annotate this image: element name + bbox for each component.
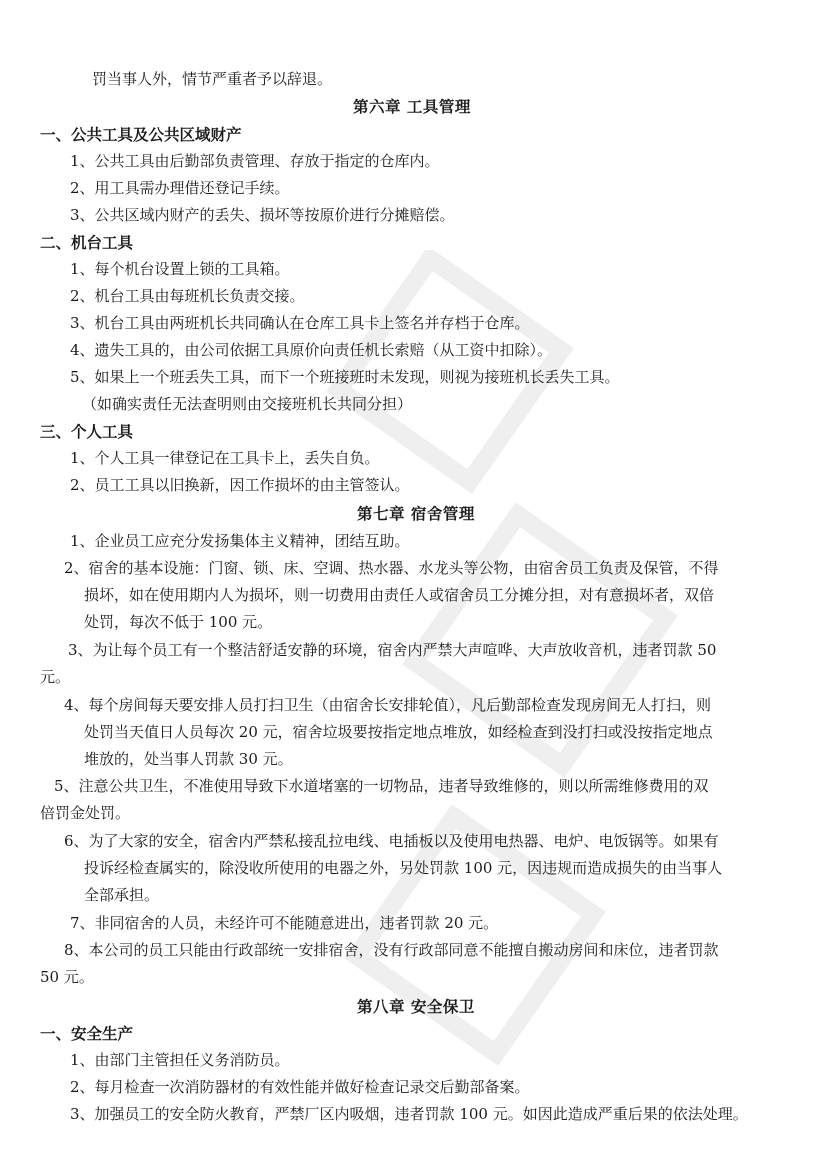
text-line: 5、如果上一个班丢失工具，而下一个班接班时未发现，则视为接班机长丢失工具。 [70,368,620,386]
text-line: 倍罚金处罚。 [40,804,131,822]
text-line: （如确实责任无法查明则由交接班机长共同分担） [82,395,413,413]
text-line: 1、个人工具一律登记在工具卡上，丢失自负。 [70,449,380,467]
text-line: 2、员工工具以旧换新，因工作损坏的由主管签认。 [70,476,410,494]
text-line: 5、注意公共卫生，不准使用导致下水道堵塞的一切物品，违者导致维修的，则以所需维修费用的双 [54,777,709,795]
text-line: 1、每个机台设置上锁的工具箱。 [70,260,290,278]
text-line: 投诉经检查属实的，除没收所使用的电器之外，另处罚款 100 元，因违规而造成损失的由当事人 [84,859,723,877]
section-heading: 三、个人工具 [40,422,134,441]
text-line: 2、用工具需办理借还登记手续。 [70,179,290,197]
text-line: 6、为了大家的安全，宿舍内严禁私接乱拉电线、电插板以及使用电热器、电炉、电饭锅等。如果有 [64,832,719,850]
text-line: 50 元。 [40,968,94,986]
text-line: 3、为让每个员工有一个整洁舒适安静的环境，宿舍内严禁大声喧哗、大声放收音机，违者罚款 50 [68,641,717,659]
text-line: 处罚，每次不低于 100 元。 [84,613,273,631]
text-line: 1、由部门主管担任义务消防员。 [70,1051,290,1069]
text-line: 2、宿舍的基本设施：门窗、锁、床、空调、热水器、水龙头等公物，由宿舍员工负责及保管，不得 [64,559,719,577]
text-line: 4、每个房间每天要安排人员打扫卫生（由宿舍长安排轮值），凡后勤部检查发现房间无人打扫，则 [64,696,712,714]
section-heading: 二、机台工具 [40,233,134,252]
text-line: 罚当事人外，情节严重者予以辞退。 [92,70,333,88]
text-line: 处罚当天值日人员每次 20 元，宿舍垃圾要按指定地点堆放，如经检查到没打扫或没按指定地点 [84,723,713,741]
text-line: 2、机台工具由每班机长负责交接。 [70,287,305,305]
text-line: 3、公共区域内财产的丢失、损坏等按原价进行分摊赔偿。 [70,206,455,224]
text-line: 1、公共工具由后勤部负责管理、存放于指定的仓库内。 [70,152,440,170]
text-line: 元。 [40,668,71,686]
section-heading: 一、安全生产 [40,1024,134,1043]
text-line: 堆放的，处当事人罚款 30 元。 [84,750,293,768]
text-line: 1、企业员工应充分发扬集体主义精神，团结互助。 [70,532,410,550]
text-line: 2、每月检查一次消防器材的有效性能并做好检查记录交后勤部备案。 [70,1078,530,1096]
text-line: 4、遗失工具的，由公司依据工具原价向责任机长索赔（从工资中扣除）。 [70,341,553,359]
text-line: 3、加强员工的安全防火教育，严禁厂区内吸烟，违者罚款 100 元。如因此造成严重后果的依法处理。 [70,1105,748,1123]
text-line: 7、非同宿舍的人员，未经许可不能随意进出，违者罚款 20 元。 [70,914,499,932]
text-line: 损坏，如在使用期内人为损坏，则一切费用由责任人或宿舍员工分摊分担，对有意损坏者，双倍 [84,586,715,604]
text-line: 全部承担。 [84,886,160,904]
text-line: 3、机台工具由两班机长共同确认在仓库工具卡上签名并存档于仓库。 [70,314,530,332]
chapter-6-title: 第六章 工具管理 [353,97,471,116]
chapter-8-title: 第八章 安全保卫 [357,997,475,1016]
chapter-7-title: 第七章 宿舍管理 [357,504,475,523]
section-heading: 一、公共工具及公共区域财产 [40,125,242,144]
text-line: 8、本公司的员工只能由行政部统一安排宿舍，没有行政部同意不能擅自搬动房间和床位，违者罚款 [64,941,719,959]
